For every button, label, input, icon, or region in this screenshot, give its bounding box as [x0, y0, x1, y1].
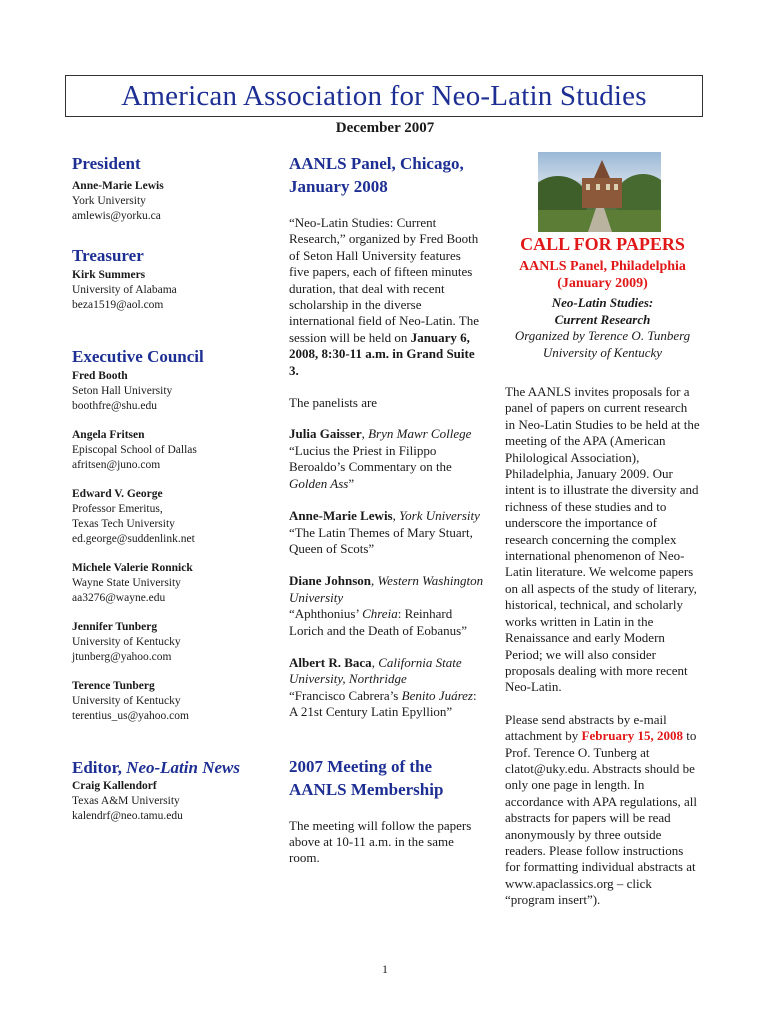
- paper-title-italic: Benito Juárez: [401, 687, 473, 703]
- paper-title-italic: Golden Ass: [289, 475, 349, 491]
- editor-info: [72, 779, 262, 824]
- treasurer-section: [72, 246, 262, 313]
- person-email[interactable]: kalendrf@neo.tamu.edu: [72, 810, 183, 822]
- person-email[interactable]: afritsen@juno.com: [72, 459, 161, 471]
- cfp-heading: CALL FOR PAPERS: [520, 234, 685, 254]
- panelist-entry: Diane Johnson, Western Washington University “Aphthonius’ Chreia: Reinhard Lorich and the Death of Eobanus”: [289, 573, 484, 638]
- person-affiliation: Episcopal School of Dallas: [72, 444, 197, 456]
- person-email[interactable]: terentius_us@yahoo.com: [72, 710, 189, 722]
- panelist-name: Albert R. Baca: [289, 654, 372, 670]
- president-info: [72, 179, 262, 224]
- cfp-university: University of Kentucky: [542, 344, 663, 360]
- call-for-papers-column: [505, 234, 700, 909]
- paper-title: “Lucius the Priest in Filippo Beroaldo’s Commentary on the: [289, 442, 452, 475]
- submission-instructions: to Prof. Terence O. Tunberg at clatot@uky.edu. Abstracts should be only one page in length. In accordance with APA regulations, all abstracts for papers will be read anonymously by three outside readers. Please follow instructions for formatting individual abstracts at www.apaclassics.org – click “program insert”).: [505, 728, 697, 908]
- person-title: Professor Emeritus,: [72, 503, 163, 515]
- campus-building-photo: [538, 152, 661, 232]
- person-affiliation: York University: [72, 195, 146, 207]
- newsletter-name: Neo-Latin News: [126, 758, 240, 777]
- person-name: Angela Fritsen: [72, 429, 145, 441]
- panelist-entry: Anne-Marie Lewis, York University “The Latin Themes of Mary Stuart, Queen of Scots”: [289, 508, 480, 556]
- panel-intro: [289, 215, 484, 379]
- person-affiliation: University of Kentucky: [72, 636, 181, 648]
- cfp-title-1: Neo-Latin Studies:: [551, 295, 654, 310]
- council-section: [72, 347, 262, 724]
- paper-title-end: : Reinhard Lorich and the Death of Eobanus”: [289, 606, 467, 638]
- issue-date: December 2007: [335, 120, 435, 136]
- person-affiliation: Texas Tech University: [72, 518, 175, 530]
- council-member: [72, 369, 262, 414]
- council-heading: Executive Council: [72, 347, 204, 366]
- panel-column: [289, 150, 484, 867]
- panel-intro-text: “Neo-Latin Studies: Current Research,” organized by Fred Booth of Seton Hall University features five papers, each of fifteen minutes duration, that deal with recent scholarship in the diverse international field of Neo-Latin. The session will be held on: [289, 215, 479, 345]
- paper-title: “Aphthonius’: [289, 606, 363, 622]
- president-heading: President: [72, 154, 141, 173]
- council-member: [72, 487, 262, 547]
- panelist-entry: Albert R. Baca, California State University, Northridge “Francisco Cabrera’s Benito Juárez: A 21st Century Latin Epyllion”: [289, 654, 477, 720]
- submission-deadline: February 15, 2008: [581, 728, 683, 744]
- cfp-description: The AANLS invites proposals for a panel of papers on current research in Neo-Latin Studies to be held at the meeting of the APA (American Philological Association), Philadelphia, January 2009. Our intent is to illustrate the diversity and richness of these studies and to underscore the importance of research concerning the complex international phenomenon of Neo-Latin literature. We welcome papers on all aspects of the study of literary, historical, technical, and scholarly works written in Latin in the Renaissance and early Modern Period; we will also consider proposals dealing with more recent Neo-Latin.: [505, 384, 700, 695]
- paper-title-end: : A 21st Century Latin Epyllion”: [289, 687, 477, 720]
- paper-title: “The Latin Themes of Mary Stuart, Queen of Scots”: [289, 524, 473, 556]
- panelist-affiliation: Bryn Mawr College: [368, 426, 472, 442]
- editor-section: [72, 758, 262, 824]
- person-name: Edward V. George: [72, 488, 163, 500]
- person-email[interactable]: aa3276@wayne.edu: [72, 592, 166, 604]
- photo-illustration: [538, 152, 661, 232]
- council-member: [72, 561, 262, 606]
- person-name: Craig Kallendorf: [72, 780, 157, 792]
- person-name: Jennifer Tunberg: [72, 621, 158, 633]
- person-name: Anne-Marie Lewis: [72, 180, 164, 192]
- person-affiliation: University of Alabama: [72, 284, 177, 296]
- panelist-affiliation: York University: [399, 508, 480, 524]
- meeting-text: The meeting will follow the papers above at 10-11 a.m. in the same room.: [289, 817, 472, 866]
- panelist-entry: Julia Gaisser, Bryn Mawr College “Lucius the Priest in Filippo Beroaldo’s Commentary on the Golden Ass”: [289, 426, 472, 491]
- treasurer-info: [72, 268, 262, 313]
- person-email[interactable]: ed.george@suddenlink.net: [72, 533, 195, 545]
- panelist-name: Diane Johnson: [289, 573, 371, 589]
- paper-title-italic: Chreia: [362, 606, 398, 622]
- person-name: Terence Tunberg: [72, 680, 155, 692]
- paper-title-end: ”: [348, 475, 355, 491]
- masthead-box: [65, 75, 703, 117]
- cfp-submission: [505, 712, 700, 909]
- page-number: 1: [382, 962, 388, 976]
- panelists-intro: The panelists are: [289, 395, 378, 411]
- person-affiliation: University of Kentucky: [72, 695, 181, 707]
- cfp-title-2: Current Research: [554, 311, 651, 327]
- person-email[interactable]: jtunberg@yahoo.com: [72, 651, 172, 663]
- cfp-organizer: Organized by Terence O. Tunberg: [514, 328, 691, 343]
- panelist-name: Julia Gaisser: [289, 426, 362, 442]
- council-member: [72, 679, 262, 724]
- treasurer-heading: Treasurer: [72, 246, 144, 265]
- editor-heading: [72, 758, 262, 778]
- person-name: Kirk Summers: [72, 269, 146, 281]
- masthead-title: American Association for Neo-Latin Studies: [121, 79, 647, 112]
- person-email[interactable]: amlewis@yorku.ca: [72, 210, 161, 222]
- panelist-affiliation: California State University, Northridge: [289, 654, 462, 687]
- editor-heading-label: Editor,: [72, 758, 122, 777]
- meeting-heading: 2007 Meeting of the AANLS Membership: [289, 756, 444, 799]
- person-affiliation: Wayne State University: [72, 577, 181, 589]
- panelist-affiliation: Western Washington University: [289, 573, 484, 605]
- person-email[interactable]: beza1519@aol.com: [72, 299, 164, 311]
- person-affiliation: Seton Hall University: [72, 385, 173, 397]
- panelist-name: Anne-Marie Lewis: [289, 508, 393, 524]
- person-name: Fred Booth: [72, 370, 128, 382]
- cfp-panel: AANLS Panel, Philadelphia (January 2009): [519, 259, 686, 291]
- council-member: [72, 428, 262, 473]
- paper-title: “Francisco Cabrera’s: [289, 687, 402, 703]
- person-name: Michele Valerie Ronnick: [72, 562, 193, 574]
- panel-schedule: January 6, 2008, 8:30-11 a.m. in Grand Suite 3.: [289, 329, 475, 378]
- council-member: [72, 620, 262, 665]
- person-affiliation: Texas A&M University: [72, 795, 180, 807]
- person-email[interactable]: boothfre@shu.edu: [72, 400, 158, 412]
- panel-heading: AANLS Panel, Chicago, January 2008: [289, 154, 464, 196]
- submission-text: Please send abstracts by e-mail attachment by: [505, 711, 667, 744]
- president-section: [72, 154, 262, 224]
